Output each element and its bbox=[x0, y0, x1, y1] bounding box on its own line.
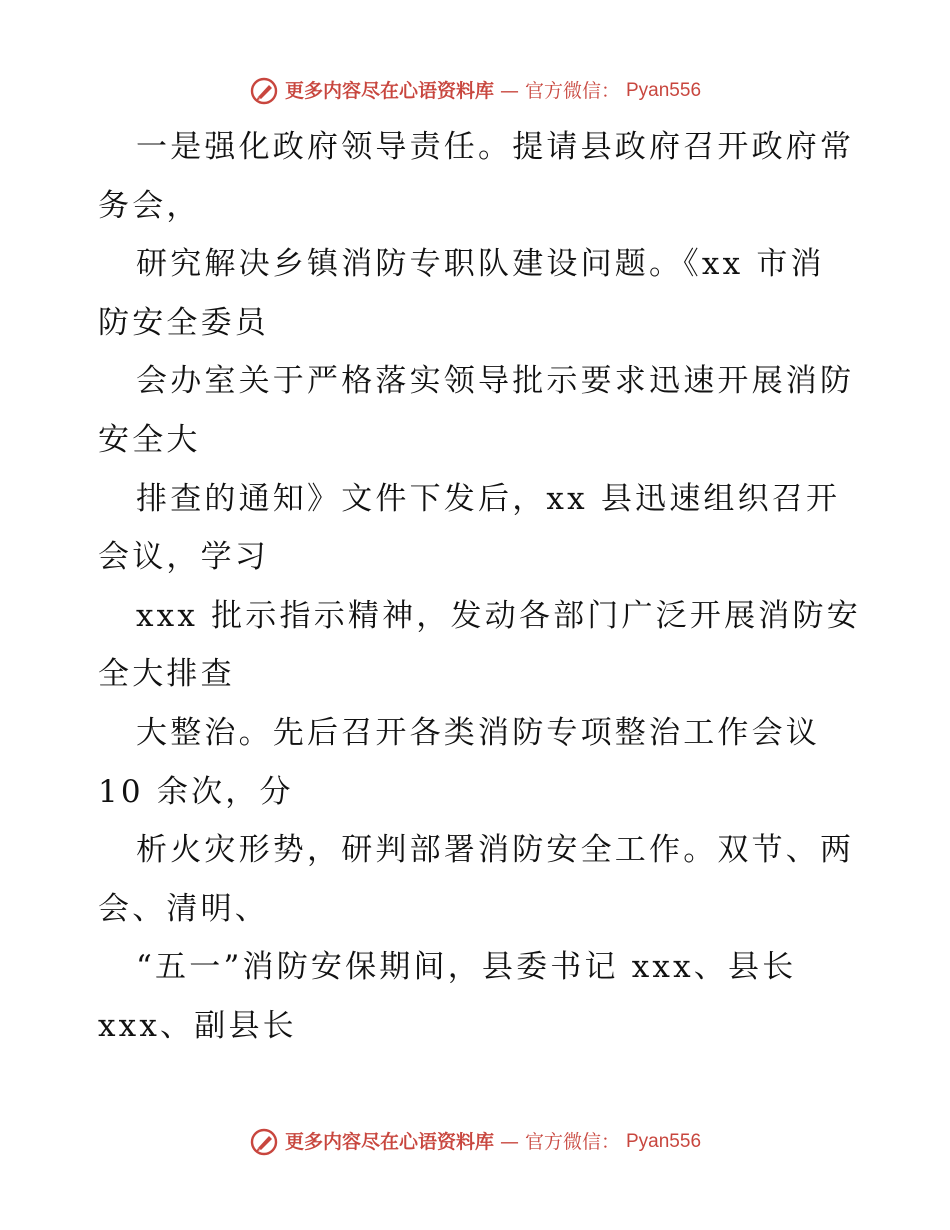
text-line: 务会， bbox=[98, 187, 201, 224]
footer-watermark bbox=[0, 1127, 950, 1157]
watermark-dash: — bbox=[499, 80, 519, 102]
watermark-main-text: 更多内容尽在心语资料库 bbox=[284, 80, 494, 102]
watermark-sub-text: 官方微信： bbox=[524, 80, 620, 102]
text-line: 防安全委员 bbox=[98, 304, 269, 341]
text-line: 析火灾形势，研判部署消防安全工作。双节、两 bbox=[136, 832, 855, 869]
text-line: xxx、副县长 bbox=[98, 1007, 297, 1044]
text-line: 全大排查 bbox=[98, 656, 235, 693]
logo-icon bbox=[249, 1127, 279, 1157]
document-body bbox=[98, 118, 868, 1056]
watermark-dash: — bbox=[499, 1131, 519, 1153]
text-line: xxx 批示指示精神，发动各部门广泛开展消防安 bbox=[136, 597, 861, 634]
header-watermark bbox=[0, 76, 950, 106]
text-line: 排查的通知》文件下发后，xx 县迅速组织召开 bbox=[136, 480, 841, 517]
text-line: 大整治。先后召开各类消防专项整治工作会议 bbox=[136, 714, 820, 751]
text-line: 会办室关于严格落实领导批示要求迅速开展消防 bbox=[136, 363, 855, 400]
text-line: “五一”消防安保期间，县委书记 xxx、县长 bbox=[136, 949, 797, 986]
text-line: 会、清明、 bbox=[98, 890, 269, 927]
watermark-main-text: 更多内容尽在心语资料库 bbox=[284, 1131, 494, 1153]
watermark-id: Pyan556 bbox=[626, 80, 702, 101]
logo-icon bbox=[249, 76, 279, 106]
text-line: 安全大 bbox=[98, 421, 201, 458]
watermark-id: Pyan556 bbox=[626, 1131, 702, 1152]
text-line: 10 余次，分 bbox=[98, 773, 294, 810]
text-line: 一是强化政府领导责任。提请县政府召开政府常 bbox=[136, 129, 855, 165]
watermark-sub-text: 官方微信： bbox=[524, 1131, 620, 1153]
text-line: 研究解决乡镇消防专职队建设问题。《xx 市消 bbox=[136, 246, 825, 283]
text-line: 会议，学习 bbox=[98, 539, 269, 576]
